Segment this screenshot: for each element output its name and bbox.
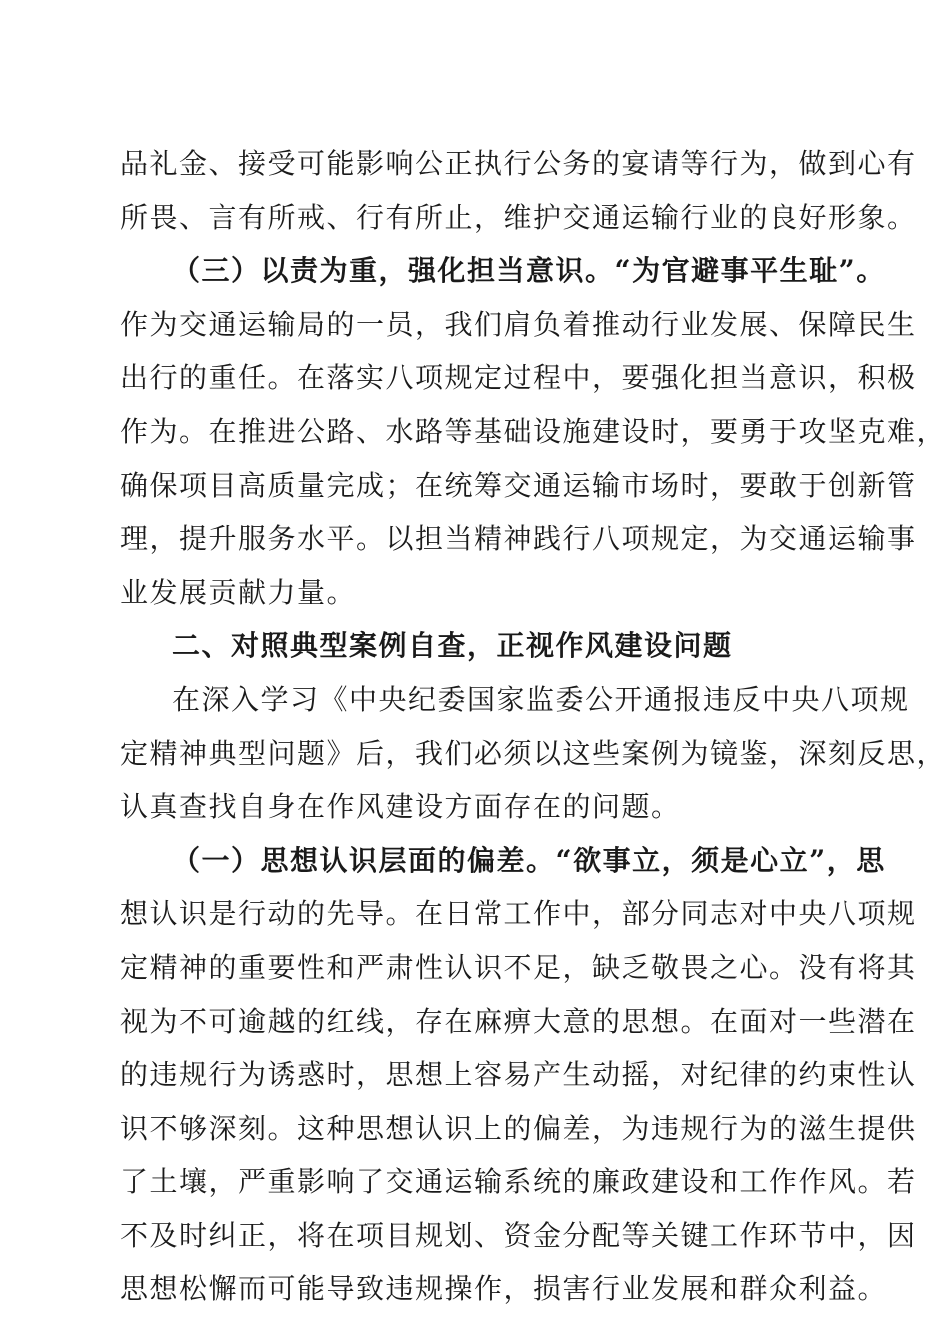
paragraph-line: 作为交通运输局的一员，我们肩负着推动行业发展、保障民生 — [120, 307, 917, 341]
subheading-line: （一）思想认识层面的偏差。“欲事立，须是心立”，思 — [172, 843, 886, 877]
paragraph-line: 作为。在推进公路、水路等基础设施建设时，要勇于攻坚克难， — [120, 414, 947, 448]
paragraph-line: 思想松懈而可能导致违规操作，损害行业发展和群众利益。 — [120, 1272, 888, 1306]
paragraph-line: 业发展贡献力量。 — [120, 575, 357, 609]
section-heading: 二、对照典型案例自查，正视作风建设问题 — [172, 629, 733, 663]
paragraph-line: 出行的重任。在落实八项规定过程中，要强化担当意识，积极 — [120, 361, 917, 395]
paragraph-line: 理，提升服务水平。以担当精神践行八项规定，为交通运输事 — [120, 522, 917, 556]
paragraph-line: 想认识是行动的先导。在日常工作中，部分同志对中央八项规 — [120, 897, 917, 931]
paragraph-line: 所畏、言有所戒、行有所止，维护交通运输行业的良好形象。 — [120, 200, 917, 234]
paragraph-line: 不及时纠正，将在项目规划、资金分配等关键工作环节中，因 — [120, 1218, 917, 1252]
paragraph-line: 认真查找自身在作风建设方面存在的问题。 — [120, 790, 681, 824]
paragraph-line: 定精神典型问题》后，我们必须以这些案例为镜鉴，深刻反思， — [120, 736, 947, 770]
subheading-line: （三）以责为重，强化担当意识。“为官避事平生耻”。 — [172, 254, 886, 288]
paragraph-line: 定精神的重要性和严肃性认识不足，缺乏敬畏之心。没有将其 — [120, 950, 917, 984]
document-page — [120, 137, 947, 1316]
paragraph-line: 确保项目高质量完成；在统筹交通运输市场时，要敢于创新管 — [120, 468, 917, 502]
paragraph-line: 的违规行为诱惑时，思想上容易产生动摇，对纪律的约束性认 — [120, 1058, 917, 1092]
paragraph-line: 识不够深刻。这种思想认识上的偏差，为违规行为的滋生提供 — [120, 1111, 917, 1145]
paragraph-line: 了土壤，严重影响了交通运输系统的廉政建设和工作作风。若 — [120, 1165, 917, 1199]
paragraph-line: 品礼金、接受可能影响公正执行公务的宴请等行为，做到心有 — [120, 147, 917, 180]
paragraph-line: 在深入学习《中央纪委国家监委公开通报违反中央八项规 — [172, 682, 910, 716]
paragraph-line: 视为不可逾越的红线，存在麻痹大意的思想。在面对一些潜在 — [120, 1004, 917, 1038]
